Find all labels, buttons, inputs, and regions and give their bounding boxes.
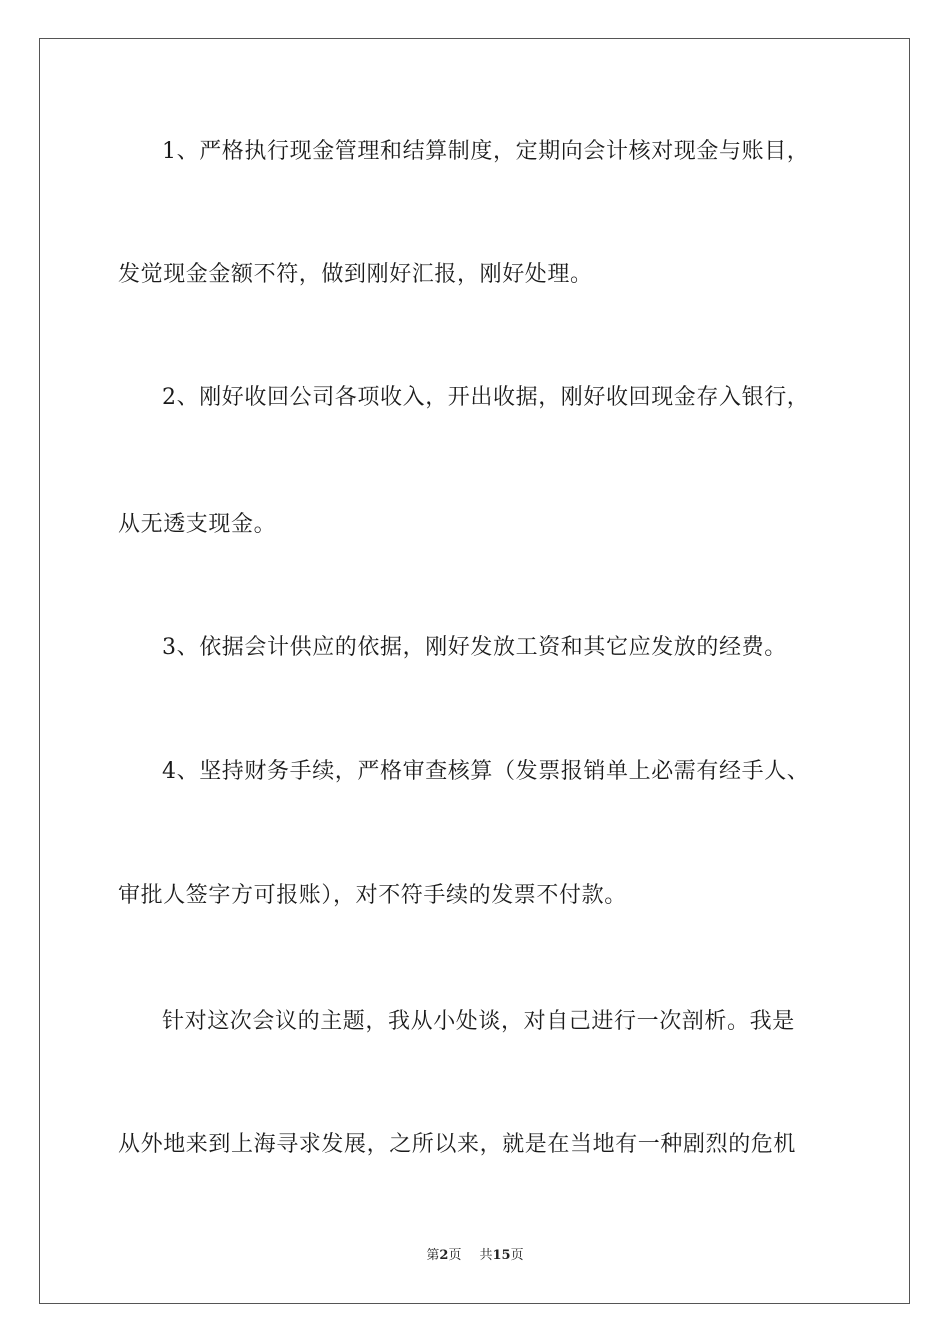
text-line-2: 发觉现金金额不符，做到刚好汇报，刚好处理。 bbox=[118, 262, 593, 287]
text-line-3: 2、刚好收回公司各项收入，开出收据，刚好收回现金存入银行， bbox=[162, 385, 810, 410]
page-footer bbox=[0, 1247, 950, 1265]
footer-total-prefix: 共 bbox=[479, 1248, 493, 1263]
text-line-9: 从外地来到上海寻求发展，之所以来，就是在当地有一种剧烈的危机 bbox=[118, 1132, 797, 1157]
footer-page-prefix: 第 bbox=[426, 1248, 440, 1263]
page-border bbox=[39, 38, 910, 1304]
footer-page-suffix: 页 bbox=[448, 1248, 462, 1263]
text-line-8: 针对这次会议的主题，我从小处谈，对自己进行一次剖析。我是 bbox=[162, 1009, 795, 1034]
text-line-7: 审批人签字方可报账），对不符手续的发票不付款。 bbox=[118, 883, 627, 908]
text-line-1: 1、严格执行现金管理和结算制度，定期向会计核对现金与账目， bbox=[162, 139, 810, 164]
text-line-4: 从无透支现金。 bbox=[118, 512, 277, 537]
text-line-6: 4、坚持财务手续，严格审查核算（发票报销单上必需有经手人、 bbox=[162, 759, 810, 784]
footer-total-pages: 15 bbox=[492, 1248, 511, 1263]
footer-page-number: 2 bbox=[439, 1248, 449, 1263]
text-line-5: 3、依据会计供应的依据，刚好发放工资和其它应发放的经费。 bbox=[162, 635, 787, 660]
footer-total-suffix: 页 bbox=[510, 1248, 524, 1263]
